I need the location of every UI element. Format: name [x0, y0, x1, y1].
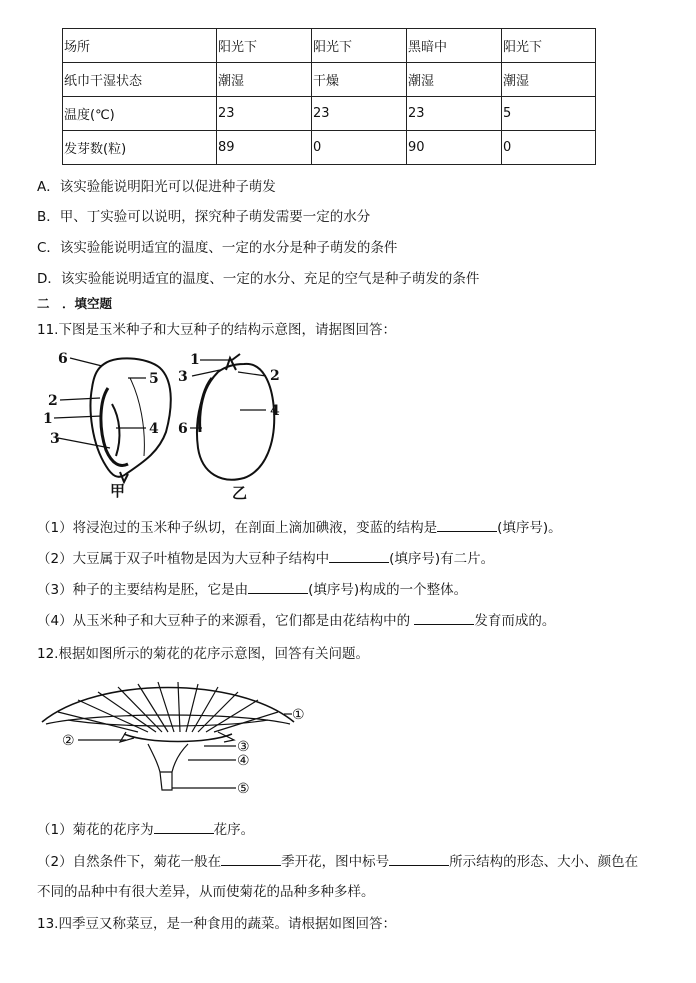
answer-blank[interactable] — [248, 581, 308, 594]
option-c: C．该实验能说明适宜的温度、一定的水分是种子萌发的条件 — [37, 240, 398, 256]
table-cell: 发芽数(粒) — [63, 131, 217, 165]
table-cell: 0 — [312, 131, 407, 165]
soybean-caption: 乙 — [232, 484, 248, 502]
question-text: （2）自然条件下，菊花一般在 — [37, 854, 222, 870]
question-text: 花序。 — [213, 822, 255, 838]
question-11-part-4 — [37, 609, 555, 629]
section-heading: 二 ．填空题 — [37, 296, 113, 311]
flower-label: ③ — [237, 739, 250, 755]
flower-label: ④ — [237, 753, 250, 769]
soybean-label: 1 — [190, 352, 200, 368]
question-text: （1）将浸泡过的玉米种子纵切，在剖面上滴加碘液，变蓝的结构是 — [37, 520, 438, 536]
answer-blank[interactable] — [154, 821, 214, 834]
table-cell: 干燥 — [312, 63, 407, 97]
question-text: （3）种子的主要结构是胚，它是由 — [37, 582, 249, 598]
label-2-leader — [60, 398, 100, 400]
answer-blank[interactable] — [437, 519, 497, 532]
answer-blank[interactable] — [329, 550, 389, 563]
table-row — [63, 131, 596, 165]
question-12-stem: 12.根据如图所示的菊花的花序示意图，回答有关问题。 — [37, 646, 369, 662]
table-cell: 阳光下 — [502, 29, 596, 63]
answer-blank[interactable] — [221, 853, 281, 866]
table-cell: 90 — [407, 131, 502, 165]
question-12-part-2-continued: 不同的品种中有很大差异，从而使菊花的品种多种多样。 — [37, 884, 375, 900]
answer-blank[interactable] — [414, 612, 474, 625]
corn-label: 1 — [43, 411, 53, 427]
question-12-part-2 — [37, 850, 638, 870]
question-11-stem: 11.下图是玉米种子和大豆种子的结构示意图，请据图回答： — [37, 322, 396, 338]
table-cell: 阳光下 — [217, 29, 312, 63]
table-cell: 潮湿 — [502, 63, 596, 97]
option-a: A．该实验能说明阳光可以促进种子萌发 — [37, 179, 276, 195]
table-cell: 0 — [502, 131, 596, 165]
label-6-leader — [70, 358, 102, 366]
label-1-leader — [54, 416, 102, 418]
question-text: （4）从玉米种子和大豆种子的来源看，它们都是由花结构中的 — [37, 613, 415, 629]
question-11-part-3 — [37, 578, 467, 598]
question-text: (填序号)构成的一个整体。 — [308, 582, 468, 598]
question-12-part-1 — [37, 818, 254, 838]
question-text: 所示结构的形态、大小、颜色在 — [449, 854, 639, 870]
flower-label: ② — [62, 733, 75, 749]
option-b: B．甲、丁实验可以说明，探究种子萌发需要一定的水分 — [37, 209, 371, 225]
flower-head-drawing — [42, 682, 294, 790]
corn-label: 3 — [50, 431, 60, 447]
table-cell: 23 — [407, 97, 502, 131]
table-cell: 89 — [217, 131, 312, 165]
question-text: (填序号)有二片。 — [389, 551, 495, 567]
question-text: 发育而成的。 — [474, 613, 556, 629]
question-text: 季开花，图中标号 — [281, 854, 390, 870]
table-cell: 温度(℃) — [63, 97, 217, 131]
option-d: D．该实验能说明适宜的温度、一定的水分、充足的空气是种子萌发的条件 — [37, 271, 480, 287]
question-text: （1）菊花的花序为 — [37, 822, 154, 838]
question-text: （2）大豆属于双子叶植物是因为大豆种子结构中 — [37, 551, 330, 567]
question-text: (填序号)。 — [497, 520, 562, 536]
corn-label: 6 — [58, 351, 68, 367]
table-cell: 场所 — [63, 29, 217, 63]
soybean-label: 6 — [178, 421, 188, 437]
flower-label: ⑤ — [237, 781, 250, 797]
soybean-label: 3 — [178, 369, 188, 385]
table-row — [63, 63, 596, 97]
question-11-part-2 — [37, 547, 494, 567]
answer-blank[interactable] — [389, 853, 449, 866]
corn-label: 5 — [149, 371, 159, 387]
corn-caption: 甲 — [110, 482, 126, 500]
soybean-label: 2 — [270, 368, 280, 384]
seed-structure-figure — [40, 348, 300, 504]
table-cell: 阳光下 — [312, 29, 407, 63]
table-cell: 黑暗中 — [407, 29, 502, 63]
table-row — [63, 29, 596, 63]
table-cell: 23 — [217, 97, 312, 131]
chrysanthemum-figure — [38, 672, 318, 804]
table-cell: 5 — [502, 97, 596, 131]
question-11-part-1 — [37, 516, 562, 536]
soybean-label: 4 — [270, 403, 280, 419]
table-cell: 潮湿 — [407, 63, 502, 97]
question-13-stem: 13.四季豆又称菜豆，是一种食用的蔬菜。请根据如图回答： — [37, 916, 396, 932]
table-cell: 纸巾干湿状态 — [63, 63, 217, 97]
corn-label: 2 — [48, 393, 58, 409]
experiment-table — [62, 28, 596, 165]
corn-label: 4 — [149, 421, 159, 437]
table-cell: 潮湿 — [217, 63, 312, 97]
table-row — [63, 97, 596, 131]
table-cell: 23 — [312, 97, 407, 131]
flower-label: ① — [292, 707, 305, 723]
